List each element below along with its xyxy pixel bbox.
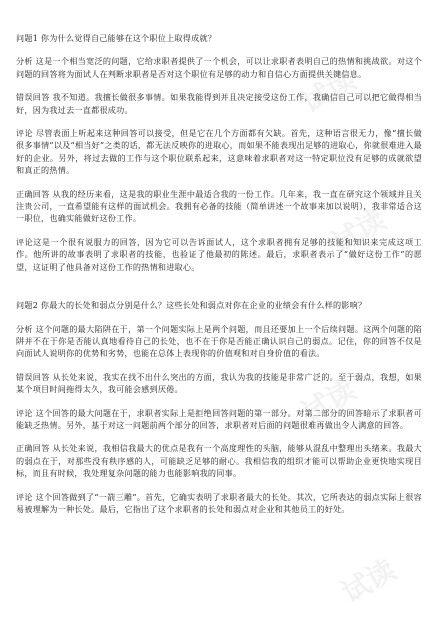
- q1-wrong-answer: 错误回答 我不知道。我擅长做很多事情。如果我能得到并且决定接受这份工作，我确信自己可以把它做得相当好，因为我过去一直都很成功。: [16, 92, 422, 115]
- q2-wrong-answer: 错误回答 从长处来说，我实在找不出什么突出的方面，我认为我的技能是非常广泛的。至于弱点，我想，如果某个项目时间拖得太久，我可能会感到厌倦。: [16, 371, 422, 395]
- q1-right-answer: 正确回答 从我的经历来看，这是我的职业生涯中最适合我的一份工作。几年来，我一直在研究这个领域并且关注贵公司，一直希望能有这样的面试机会。我拥有必备的技能（简单讲述一个故事来加以说明），我非常适合这一职位，也确实能做好这份工作。: [16, 188, 422, 224]
- q2-comment-wrong: 评论 这个回答的最大问题在于，求职者实际上是拒绝回答问题的第一部分。对第二部分的回答暗示了求职者可能缺乏热情。另外，基于对这一问题前两个部分的回答，求职者对后面的问题很难再做出令人满意的回答。: [16, 407, 422, 430]
- watermark: 试读: [336, 553, 402, 610]
- q2-right-answer: 正确回答 从长处来说，我相信我最大的优点是我有一个高度理性的头脑，能够从混乱中整理出头绪来。我最大的弱点在于，对那些没有秩序感的人，可能缺乏足够的耐心。我相信我的组织才能可以帮助企业更快地实现目标，而且有时候，我处理复杂问题的能力也能影响我的同事。: [16, 443, 422, 479]
- watermark: 试读: [296, 63, 362, 120]
- q1-analysis: 分析 这是一个相当宽泛的问题，它给求职者提供了一个机会，可以让求职者表明自己的热情和挑战欲。对这个问题的回答将为面试人在判断求职者是否对这个职位有足够的动力和自信心方面提供关键信息。: [16, 56, 422, 79]
- q2-analysis: 分析 这个问题的最大陷阱在于，第一个问题实际上是两个问题，而且还要加上一个后续问题。这两个问题的陷阱并不在于你是否能认真地看待自己的长处，也不在于你是否能正确认识自己的弱点。记住，你的回答不仅是向面试人说明你的优势和劣势，也能在总体上表现你的价值观和对自身价值的看法。: [16, 323, 422, 359]
- q2-comment-right: 评论 这个回答做到了“一箭三雕”。首先，它确实表明了求职者最大的长处。其次，它所表达的弱点实际上很容易被理解为一种长处。最后，它指出了这个求职者的长处和弱点对企业和其他员工的好处。: [16, 491, 422, 514]
- question-2-heading: 问题2 你最大的长处和弱点分别是什么？这些长处和弱点对你在企业的业绩会有什么样的影响？: [16, 300, 367, 311]
- question-1-heading: 问题1 你为什么觉得自己能够在这个职位上取得成就？: [16, 33, 217, 43]
- q1-comment-right: 评论这是一个很有说服力的回答，因为它可以告诉面试人，这个求职者拥有足够的技能和知识来完成这项工作。他所讲的故事表明了求职者的技能，也验证了他最初的陈述。最后，求职者表示了“做好这份工作”的愿望，这证明了他具备对这份工作的热情和进取心。: [16, 236, 422, 272]
- watermark: 试读: [296, 373, 362, 430]
- q1-comment-wrong: 评论 尽管表面上听起来这种回答可以接受，但是它在几个方面都有欠缺。首先，这种语言很无力，像“擅长做很多事情”以及“相当好”之类的话，都无法反映你的进取心，而如果不能表现出足够的进取心，你就很难进入最好的企业。另外，将过去做的工作与这个职位联系起来，这意味着求职者对这一特定职位没有足够的成就欲望和真正的热情。: [16, 128, 422, 176]
- watermark: 试读: [326, 203, 392, 260]
